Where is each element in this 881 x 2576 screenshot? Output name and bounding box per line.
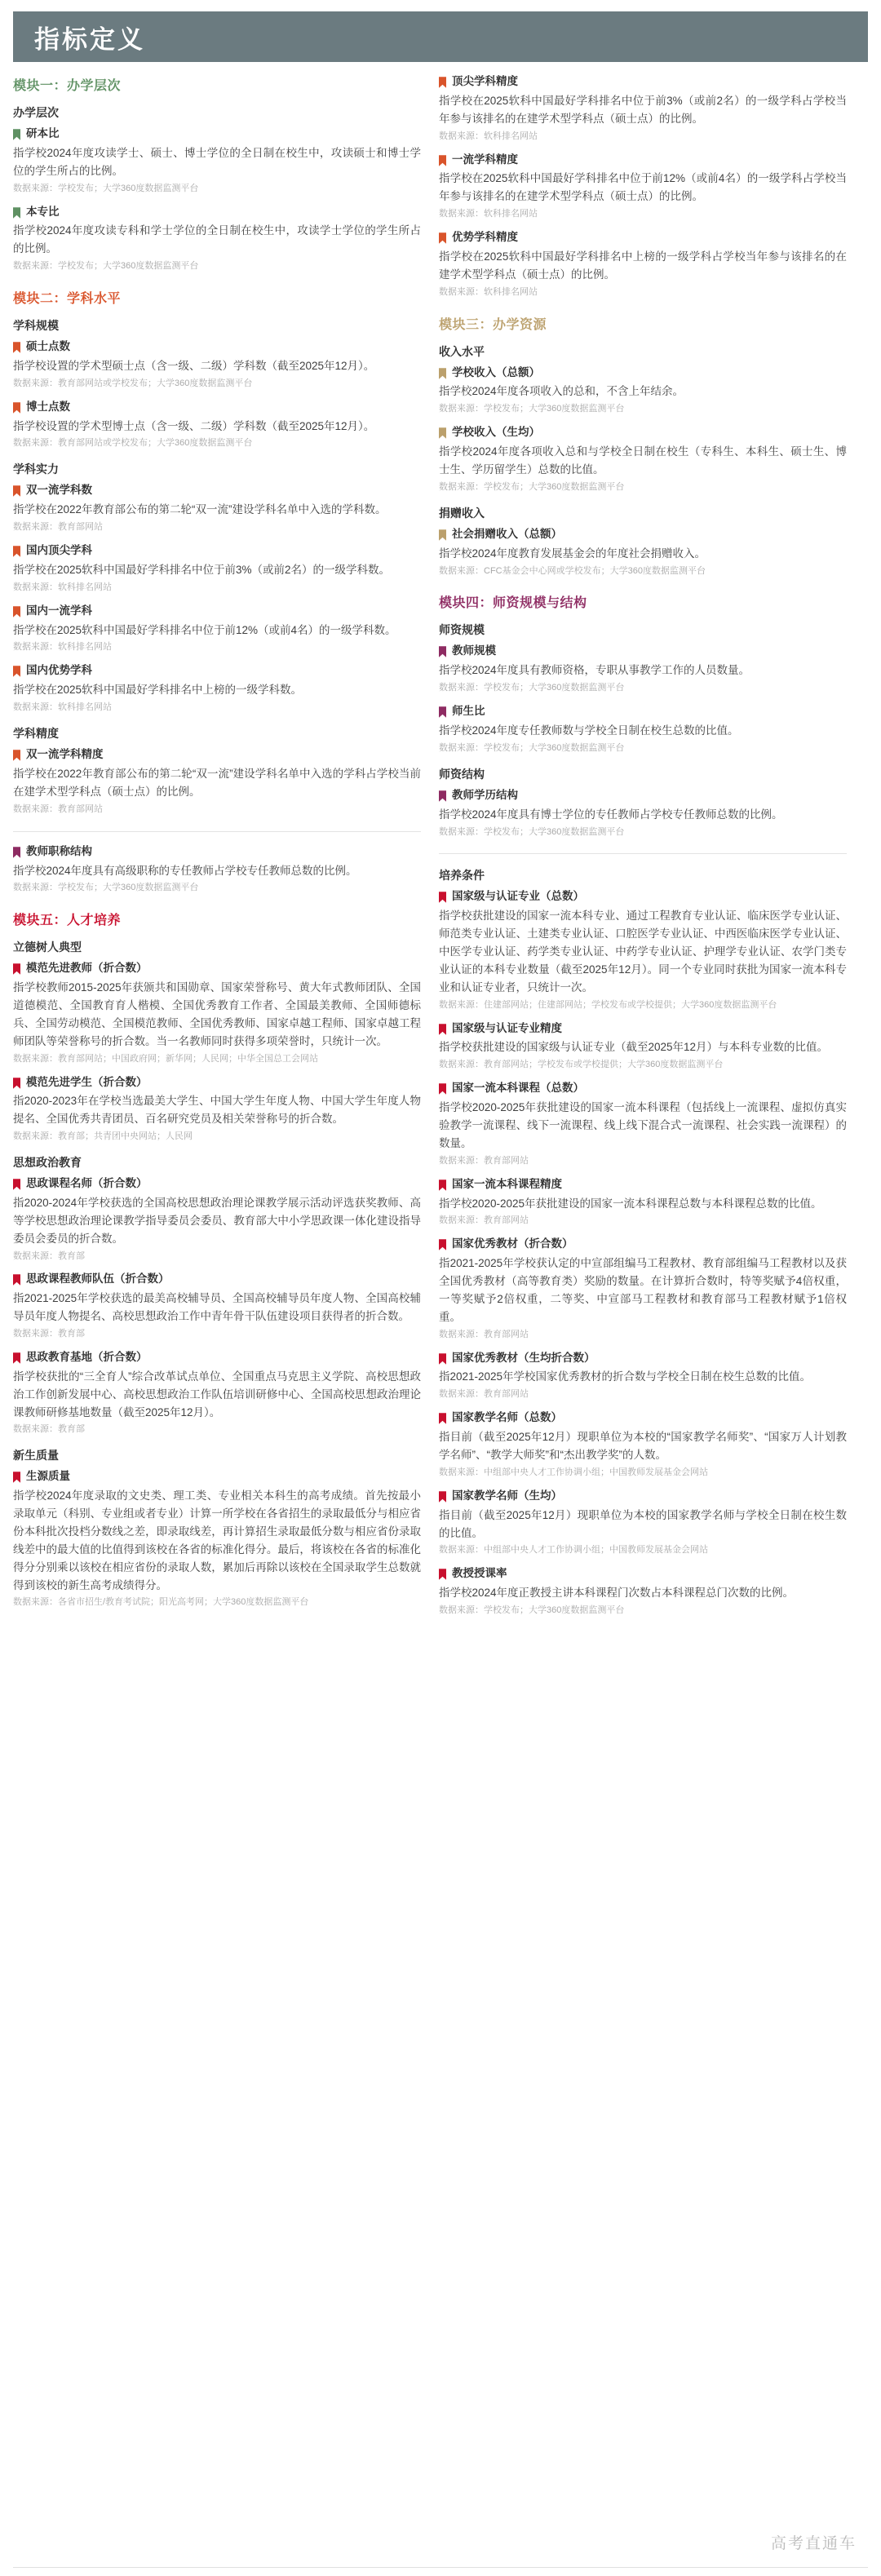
indicator-header [439,1178,847,1192]
indicator-name: 国家教学名师（总数） [452,1411,562,1424]
bookmark-icon [439,1180,446,1191]
indicator-name: 模范先进学生（折合数） [26,1075,148,1088]
indicator-header [439,1022,847,1036]
indicator-name: 国内顶尖学科 [26,544,92,557]
indicator-description: 指学校2024年度专任教师数与学校全日制在校生总数的比值。 [439,724,739,737]
indicator-description: 指目前（截至2025年12月）现职单位为本校的“国家教学名师奖”、“国家万人计划教学名师”、“教学大师奖”和“杰出教学奖”的人数。 [439,1431,847,1461]
indicator-header [13,544,421,558]
indicator-description: 指2020-2024年学校获选的全国高校思想政治理论课教学展示活动评选获奖教师、高等学校思想政治理论课教学指导委员会委员、教育部大中小学思政课一体化建设指导委员会委员的折合数。 [13,1196,421,1245]
indicator-item [439,1082,847,1167]
indicator-description: 指2021-2025年学校获认定的中宣部组编马工程教材、教育部组编马工程教材以及获全国优秀教材（高等教育类）奖励的数量。在计算折合数时，特等奖赋予4倍权重，一等奖赋予2倍权重，二等奖、中宣部马工程教材和教育部马工程教材赋予1倍权重。 [439,1257,847,1323]
bookmark-icon [13,129,20,140]
indicator-name: 硕士点数 [26,340,70,353]
indicator-description: 指学校2024年度具有教师资格，专职从事教学工作的人员数量。 [439,664,750,677]
indicator-name: 双一流学科数 [26,484,92,497]
module-title: 模块五：人才培养 [13,914,122,928]
indicator-description: 指学校2024年度具有博士学位的专任教师占学校专任教师总数的比例。 [439,808,783,821]
indicator-item [439,1567,847,1618]
indicator-name: 模范先进教师（折合数） [26,962,148,975]
indicator-name: 国内一流学科 [26,604,92,617]
indicator-item [439,1489,847,1558]
indicator-header [13,127,421,141]
indicator-source: 数据来源：软科排名网站 [439,286,538,297]
indicator-source: 数据来源：学校发布；大学360度数据监测平台 [13,183,199,193]
bookmark-icon [439,1491,446,1503]
indicator-header [13,748,421,762]
indicator-header [439,153,847,167]
indicator-item [13,544,421,595]
indicator-description: 指学校教师2015-2025年获颁共和国勋章、国家荣誉称号、黄大年式教师团队、全国道德模范、全国教育育人楷模、全国优秀教育工作者、全国最美教师、全国师德标兵、全国劳动模范、全国模范教师、全国优秀教师、国家卓越工程师、国家卓越工程师团队等荣誉称号的折合数。当一名教师同时获得多项荣誉时，只统计一次。 [13,981,421,1047]
indicator-source: 数据来源：学校发布；大学360度数据监测平台 [13,261,199,272]
group-title: 立德树人典型 [13,941,82,954]
indicator-header [439,1489,847,1503]
indicator-name: 国家教学名师（生均） [452,1489,562,1502]
bookmark-icon [13,402,20,414]
indicator-name: 教师规模 [452,644,496,657]
indicator-header [13,1076,421,1090]
indicator-item [439,231,847,299]
group-title: 师资结构 [439,767,485,781]
group-title: 思想政治教育 [13,1156,82,1170]
indicator-description: 指学校设置的学术型博士点（含一级、二级）学科数（截至2025年12月）。 [13,419,375,432]
group-title: 新生质量 [13,1449,59,1463]
indicator-item [439,789,847,839]
indicator-source: 数据来源：软科排名网站 [439,209,538,219]
bookmark-icon [13,485,20,497]
indicator-header [13,845,421,859]
indicator-source: 数据来源：教育部网站或学校发布；大学360度数据监测平台 [13,438,253,449]
indicator-item [13,340,421,391]
indicator-item [13,206,421,274]
indicator-name: 国家优秀教材（生均折合数） [452,1351,595,1364]
bookmark-icon [439,232,446,244]
indicator-name: 本专比 [26,205,60,218]
indicator-source: 数据来源：中组部中央人才工作协调小组；中国教师发展基金会网站 [439,1467,708,1477]
indicator-source: 数据来源：住建部网站；住建部网站；学校发布或学校提供；大学360度数据监测平台 [439,999,777,1010]
indicator-description: 指学校2024年度攻读学士、硕士、博士学位的全日制在校生中，攻读硕士和博士学位的学生所占的比例。 [13,146,421,177]
group-title: 办学层次 [13,106,59,119]
bookmark-icon [439,1083,446,1095]
indicator-header [13,401,421,414]
indicator-name: 国家级与认证专业（总数） [452,890,584,903]
indicator-name: 教师学历结构 [452,788,518,801]
bookmark-icon [13,606,20,617]
bookmark-icon [439,1024,446,1035]
indicator-item [13,1177,421,1263]
left-column [13,75,421,1619]
indicator-item [13,1076,421,1144]
indicator-name: 双一流学科精度 [26,748,104,761]
indicator-source: 数据来源：软科排名网站 [439,131,538,141]
indicator-name: 思政课程名师（折合数） [26,1177,148,1190]
bookmark-icon [439,646,446,657]
indicator-item [439,426,847,494]
bookmark-icon [439,529,446,541]
indicator-item [439,75,847,144]
indicator-name: 学校收入（总额） [452,365,540,378]
indicator-source: 数据来源：学校发布；大学360度数据监测平台 [439,481,625,492]
indicator-source: 数据来源：教育部网站；学校发布或学校提供；大学360度数据监测平台 [439,1060,724,1070]
indicator-description: 指学校在2022年教育部公布的第二轮“双一流”建设学科名单中入选的学科占学校当前在建学术型学科点（硕士点）的比例。 [13,767,421,798]
bookmark-icon [13,847,20,858]
indicator-source: 数据来源：教育部网站；中国政府网；新华网；人民网；中华全国总工会网站 [13,1053,318,1064]
indicator-source: 数据来源：软科排名网站 [13,702,112,713]
indicator-description: 指学校2024年度录取的文史类、理工类、专业相关本科生的高考成绩。首先按最小录取单元（科别、专业组或者专业）计算一所学校在各省招生的录取最低分与相应省份本科批次投档分数线之差，即录取线差，再计算招生录取最低分数与相应省份录取线差中的最大值的比值得到该校在各省的标准化得分。最后，将该校在各省的标准化得分分别乘以该校在相应省份的录取人数，累加后再除以该校在全国录取学生总数就得到该校的新生高考成绩得分。 [13,1489,421,1591]
indicator-name: 师生比 [452,705,485,718]
indicator-name: 社会捐赠收入（总额） [452,527,562,540]
bookmark-icon [13,342,20,353]
indicator-header [439,1352,847,1365]
indicator-source: 数据来源：CFC基金会中心网或学校发布；大学360度数据监测平台 [439,565,706,576]
indicator-item [439,366,847,417]
indicator-source: 数据来源：软科排名网站 [13,642,112,653]
indicator-item [13,127,421,196]
indicator-item [439,1411,847,1480]
indicator-name: 顶尖学科精度 [452,75,518,87]
indicator-header [439,644,847,658]
indicator-name: 思政教育基地（折合数） [26,1351,148,1363]
indicator-item [13,1273,421,1341]
bookmark-icon [13,963,20,975]
indicator-item [13,664,421,715]
indicator-header [13,206,421,219]
indicator-item [13,484,421,534]
indicator-header [13,1470,421,1484]
group-title: 收入水平 [439,344,485,358]
indicator-header [13,340,421,354]
indicator-source: 数据来源：学校发布；大学360度数据监测平台 [13,883,199,893]
indicator-name: 生源质量 [26,1470,70,1483]
indicator-name: 国内优势学科 [26,664,92,677]
indicator-description: 指目前（截至2025年12月）现职单位为本校的国家教学名师与学校全日制在校生数的比值。 [439,1508,847,1539]
indicator-name: 国家优秀教材（折合数） [452,1237,573,1250]
indicator-header [439,890,847,904]
indicator-header [439,366,847,380]
indicator-description: 指学校2020-2025年获批建设的国家一流本科课程（包括线上一流课程、虚拟仿真实验教学一流课程、线下一流课程、线上线下混合式一流课程、社会实践一流课程）的数量。 [439,1101,847,1149]
indicator-header [439,231,847,245]
indicator-description: 指学校在2022年教育部公布的第二轮“双一流”建设学科名单中入选的学科数。 [13,503,387,516]
indicator-header [439,789,847,803]
indicator-source: 数据来源：教育部 [13,1250,85,1261]
indicator-header [13,1177,421,1191]
indicator-description: 指学校在2025软科中国最好学科排名中上榜的一级学科数。 [13,684,303,697]
indicator-description: 指学校在2025软科中国最好学科排名中位于前12%（或前4名）的一级学科数。 [13,623,396,636]
group-title: 培养条件 [439,869,485,883]
indicator-item [13,604,421,655]
indicator-item [439,644,847,695]
page-header-banner [13,11,868,62]
bookmark-icon [439,706,446,718]
watermark-label: 高考直通车 [770,2535,857,2552]
right-column [439,75,847,1627]
indicator-item [439,1178,847,1228]
indicator-description: 指学校2024年度攻读专科和学士学位的全日制在校生中，攻读学士学位的学生所占的比例。 [13,224,421,255]
indicator-header [439,705,847,719]
indicator-header [439,528,847,542]
indicator-definition-page [0,11,881,2576]
indicator-source: 数据来源：教育部网站 [439,1215,529,1226]
indicator-description: 指2020-2023年在学校当选最美大学生、中国大学生年度人物、中国大学生年度人物提名、全国优秀共青团员、百名研究党员及相关荣誉称号的折合数。 [13,1095,421,1126]
indicator-name: 国家一流本科课程（总数） [452,1082,584,1095]
indicator-header [13,1273,421,1286]
indicator-header [13,664,421,678]
indicator-name: 国家级与认证专业精度 [452,1021,562,1034]
indicator-name: 博士点数 [26,400,70,413]
indicator-source: 数据来源：教育部网站 [13,522,103,533]
indicator-description: 指学校在2025软科中国最好学科排名中位于前12%（或前4名）的一级学科占学校当年参与该排名的在建学术型学科点（硕士点）的比例。 [439,172,847,203]
indicator-description: 指学校获批的“三全育人”综合改革试点单位、全国重点马克思主义学院、高校思想政治工作创新发展中心、高校思想政治工作队伍培训研修中心、全国高校思想政治理论课教师研修基地数量（截至2025年12月）。 [13,1370,421,1419]
bookmark-icon [439,892,446,903]
indicator-description: 指学校2024年度教育发展基金会的年度社会捐赠收入。 [439,547,706,560]
indicator-item [439,528,847,578]
bookmark-icon [439,427,446,439]
indicator-source: 数据来源：学校发布；大学360度数据监测平台 [439,826,625,837]
indicator-item [13,1351,421,1436]
bookmark-icon [13,1179,20,1190]
module-title: 模块三：办学资源 [439,317,547,332]
bookmark-icon [439,1239,446,1250]
indicator-source: 数据来源：教育部网站 [439,1155,529,1166]
indicator-name: 思政课程教师队伍（折合数） [26,1273,170,1286]
indicator-source: 数据来源：教育部网站或学校发布；大学360度数据监测平台 [13,378,253,388]
bookmark-icon [439,155,446,166]
bookmark-icon [439,790,446,802]
section-divider [13,831,421,832]
indicator-header [13,484,421,498]
indicator-source: 数据来源：教育部；共青团中央网站；人民网 [13,1131,193,1142]
indicator-header [13,1351,421,1365]
indicator-header [13,962,421,976]
indicator-source: 数据来源：教育部 [13,1329,85,1339]
indicator-source: 数据来源：教育部 [13,1424,85,1435]
bookmark-icon [13,666,20,677]
indicator-item [439,153,847,222]
bookmark-icon [13,207,20,219]
indicator-item [13,748,421,817]
group-title: 学科规模 [13,319,59,333]
group-title: 学科实力 [13,463,59,476]
indicator-description: 指学校获批建设的国家一流本科专业、通过工程教育专业认证、临床医学专业认证、师范类专业认证、土建类专业认证、口腔医学专业认证、中西医临床医学专业认证、中医学专业认证、药学类专业认证、中药学专业认证、护理学专业认证、农学门类专业认证的本科专业数量（截至2025年12月）。同一个专业同时获批为国家一流本科专业和认证专业者，只统计一次。 [439,910,847,994]
indicator-source: 数据来源：学校发布；大学360度数据监测平台 [439,683,625,693]
indicator-name: 一流学科精度 [452,153,518,166]
module-title: 模块二：学科水平 [13,292,122,307]
bookmark-icon [13,1078,20,1089]
indicator-source: 数据来源：学校发布；大学360度数据监测平台 [439,742,625,753]
indicator-description: 指学校2024年度具有高级职称的专任教师占学校专任教师总数的比例。 [13,864,357,877]
bottom-divider [13,2567,868,2568]
section-divider [439,853,847,854]
group-title: 学科精度 [13,727,59,741]
indicator-header [439,75,847,89]
indicator-source: 数据来源：各省市招生/教育考试院；阳光高考网；大学360度数据监测平台 [13,1597,309,1608]
indicator-item [439,1022,847,1073]
bookmark-icon [439,368,446,379]
indicator-header [439,426,847,440]
indicator-header [439,1237,847,1251]
indicator-description: 指学校获批建设的国家级与认证专业（截至2025年12月）与本科专业数的比值。 [439,1041,829,1054]
indicator-header [439,1411,847,1425]
indicator-description: 指学校在2025软科中国最好学科排名中上榜的一级学科占学校当年参与该排名的在建学术型学科点（硕士点）的比例。 [439,250,847,281]
indicator-header [13,604,421,618]
indicator-source: 数据来源：学校发布；大学360度数据监测平台 [439,404,625,414]
indicator-source: 数据来源：学校发布；大学360度数据监测平台 [439,1605,625,1616]
indicator-name: 教师职称结构 [26,844,92,857]
indicator-name: 研本比 [26,127,60,139]
indicator-name: 优势学科精度 [452,231,518,244]
indicator-description: 指学校2020-2025年获批建设的国家一流本科课程总数与本科课程总数的比值。 [439,1197,822,1210]
bookmark-icon [439,1353,446,1365]
indicator-header [439,1567,847,1581]
bookmark-icon [439,77,446,88]
bookmark-icon [13,750,20,761]
indicator-description: 指学校2024年度各项收入总和与学校全日制在校生（专科生、本科生、硕士生、博士生、学历留学生）总数的比值。 [439,445,847,476]
group-title: 捐赠收入 [439,506,485,520]
bookmark-icon [13,1274,20,1286]
indicator-description: 指学校2024年度正教授主讲本科课程门次数占本科课程总门次数的比例。 [439,1587,795,1600]
indicator-name: 国家一流本科课程精度 [452,1177,562,1190]
indicator-source: 数据来源：教育部网站 [439,1389,529,1400]
page-title: 指标定义 [34,24,145,54]
indicator-item [13,1470,421,1609]
bookmark-icon [439,1413,446,1424]
indicator-source: 数据来源：中组部中央人才工作协调小组；中国教师发展基金会网站 [439,1545,708,1556]
indicator-item [13,962,421,1065]
indicator-name: 教授授课率 [452,1567,507,1580]
indicator-description: 指学校在2025软科中国最好学科排名中位于前3%（或前2名）的一级学科数。 [13,563,391,576]
indicator-item [439,705,847,755]
indicator-item [439,1237,847,1341]
module-title: 模块一：办学层次 [13,79,122,93]
indicator-item [13,401,421,451]
indicator-item [13,845,421,896]
indicator-description: 指学校设置的学术型硕士点（含一级、二级）学科数（截至2025年12月）。 [13,359,375,372]
indicator-description: 指2021-2025年学校国家优秀教材的折合数与学校全日制在校生总数的比值。 [439,1370,812,1383]
indicator-item [439,890,847,1011]
content-columns [0,62,881,1627]
indicator-name: 学校收入（生均） [452,426,540,439]
indicator-item [439,1352,847,1402]
bookmark-icon [439,1569,446,1580]
bookmark-icon [13,546,20,557]
indicator-description: 指2021-2025年学校获选的最美高校辅导员、全国高校辅导员年度人物、全国高校辅导员年度人物提名、高校思想政治工作中青年骨干队伍建设项目获得者的折合数。 [13,1292,421,1323]
indicator-description: 指学校在2025软科中国最好学科排名中位于前3%（或前2名）的一级学科占学校当年参与该排名的在建学术型学科点（硕士点）的比例。 [439,94,847,125]
indicator-source: 数据来源：软科排名网站 [13,582,112,592]
bookmark-icon [13,1352,20,1364]
indicator-source: 数据来源：教育部网站 [439,1329,529,1339]
bookmark-icon [13,1472,20,1483]
module-title: 模块四：师资规模与结构 [439,596,587,611]
indicator-description: 指学校2024年度各项收入的总和，不含上年结余。 [439,385,684,398]
indicator-source: 数据来源：教育部网站 [13,803,103,814]
indicator-header [439,1082,847,1095]
group-title: 师资规模 [439,623,485,637]
